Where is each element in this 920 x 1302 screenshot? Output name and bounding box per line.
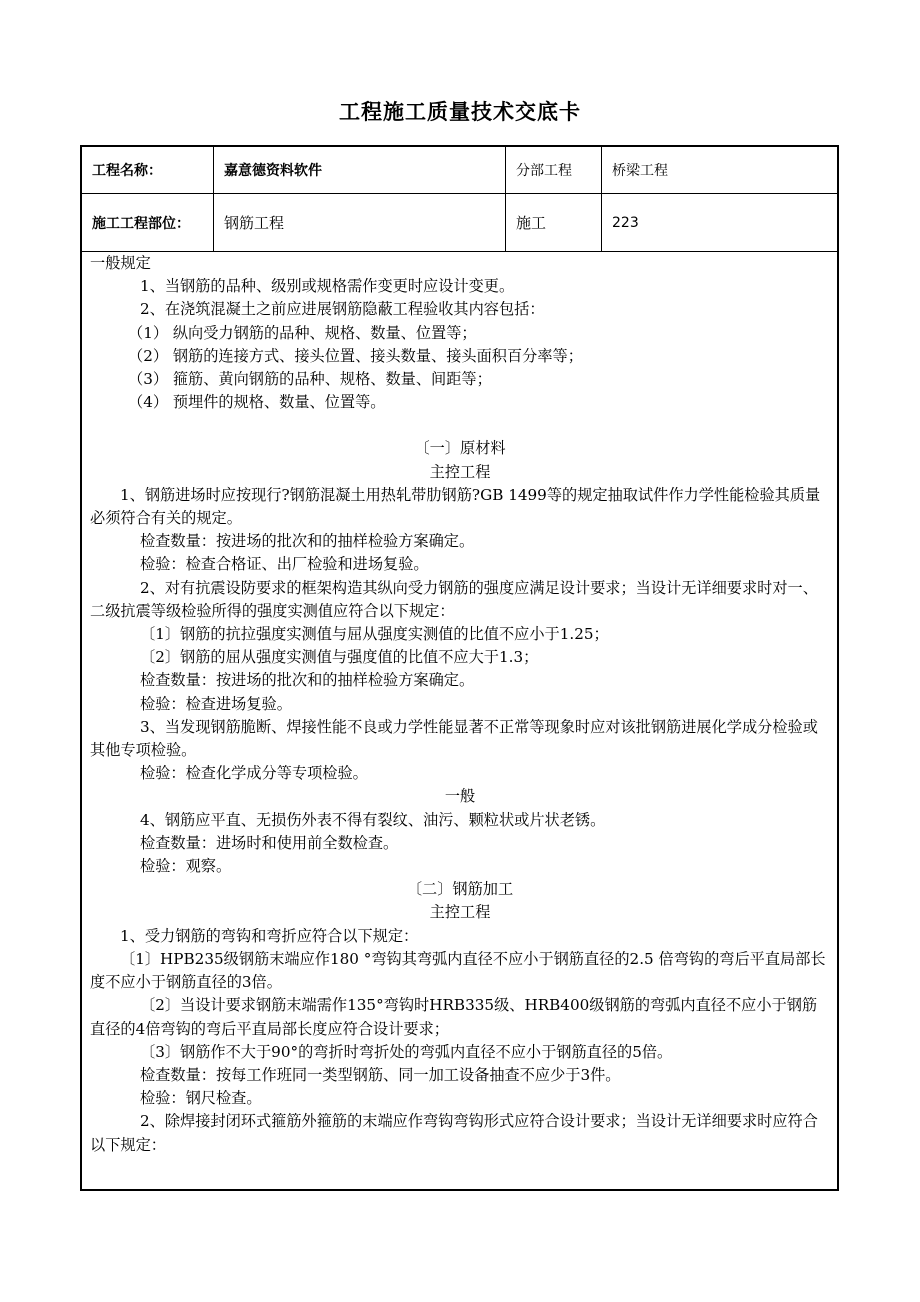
general-item-2: 2、在浇筑混凝土之前应进展钢筋隐蔽工程验收其内容包括： bbox=[140, 300, 545, 319]
general-item-1: 1、当钢筋的品种、级别或规格需作变更时应设计变更。 bbox=[140, 277, 515, 296]
inspection-item: （4） 预埋件的规格、数量、位置等。 bbox=[128, 393, 386, 412]
inspection-item: （3） 箍筋、黄向钢筋的品种、规格、数量、间距等； bbox=[128, 370, 492, 389]
s1-general-heading: 一般 bbox=[444, 787, 476, 806]
page-title: 工程施工质量技术交底卡 bbox=[339, 100, 581, 124]
section-1-subtitle: 主控工程 bbox=[429, 462, 491, 481]
s2-clause-1-check: 检验：钢尺检查。 bbox=[140, 1089, 262, 1108]
sub-project-label: 分部工程 bbox=[506, 147, 602, 193]
general-heading: 一般规定 bbox=[90, 254, 151, 272]
header-row-location bbox=[82, 194, 837, 252]
s1-clause-3-check: 检验：检查化学成分等专项检验。 bbox=[140, 764, 368, 783]
s2-clause-1-quantity: 检查数量：按每工作班同一类型钢筋、同一加工设备抽查不应少于3件。 bbox=[140, 1065, 621, 1084]
construction-part-value: 钢筋工程 bbox=[214, 194, 506, 251]
construction-value: 223 bbox=[612, 214, 639, 231]
s1-clause-2-b: 〔2〕钢筋的屈从强度实测值与强度值的比值不应大于1.3； bbox=[140, 648, 539, 667]
section-2-title: 〔二〕钢筋加工 bbox=[406, 880, 514, 899]
header-row-project bbox=[82, 147, 837, 194]
section-2-subtitle: 主控工程 bbox=[429, 903, 491, 922]
s2-clause-1-a: 〔1〕HPB235级钢筋末端应作180 °弯钩其弯弧内直径不应小于钢筋直径的2.5 倍弯钩的弯后平直局部长度不应小于钢筋直径的3倍。 bbox=[90, 949, 826, 992]
project-name-value: 嘉意德资料软件 bbox=[214, 147, 506, 193]
s2-clause-1-c: 〔3〕钢筋作不大于90°的弯折时弯折处的弯弧内直径不应小于钢筋直径的5倍。 bbox=[140, 1042, 673, 1061]
inspection-item: （2） 钢筋的连接方式、接头位置、接头数量、接头面积百分率等； bbox=[128, 346, 583, 365]
construction-part-label: 施工工程部位： bbox=[82, 194, 214, 251]
s1-clause-2-a: 〔1〕钢筋的抗拉强度实测值与屈从强度实测值的比值不应小于1.25； bbox=[140, 625, 609, 644]
s1-clause-3: 3、当发现钢筋脆断、焊接性能不良或力学性能显著不正常等现象时应对该批钢筋进展化学成分检验或其他专项检验。 bbox=[90, 717, 818, 760]
s1-clause-1-quantity: 检查数量：按进场的批次和的抽样检验方案确定。 bbox=[140, 532, 475, 551]
s2-clause-1: 1、受力钢筋的弯钩和弯折应符合以下规定： bbox=[120, 926, 419, 945]
construction-label: 施工 bbox=[506, 194, 602, 251]
s1-clause-4: 4、钢筋应平直、无损伤外表不得有裂纹、油污、颗粒状或片状老锈。 bbox=[140, 810, 606, 829]
s2-clause-1-b: 〔2〕当设计要求钢筋末端需作135°弯钩时HRB335级、HRB400级钢筋的弯弧内直径不应小于钢筋直径的4倍弯钩的弯后平直局部长度应符合设计要求； bbox=[90, 996, 818, 1038]
disclosure-content bbox=[82, 252, 837, 1157]
s1-clause-1: 1、钢筋进场时应按现行?钢筋混凝土用热轧带肋钢筋?GB 1499等的规定抽取试件作力学性能检验其质量必须符合有关的规定。 bbox=[90, 485, 821, 528]
inspection-item: （1） 纵向受力钢筋的品种、规格、数量、位置等； bbox=[128, 323, 477, 342]
s1-clause-1-check: 检验：检查合格证、出厂检验和进场复验。 bbox=[140, 555, 429, 574]
s2-clause-2: 2、除焊接封闭环式箍筋外箍筋的末端应作弯钩弯钩形式应符合设计要求；当设计无详细要求时应符合以下规定： bbox=[90, 1112, 818, 1154]
project-name-label: 工程名称： bbox=[82, 147, 214, 193]
s1-clause-2: 2、对有抗震设防要求的框架构造其纵向受力钢筋的强度应满足设计要求；当设计无详细要求时对一、二级抗震等级检验所得的强度实测值应符合以下规定： bbox=[90, 578, 818, 620]
s1-clause-4-check: 检验：观察。 bbox=[140, 857, 232, 876]
s1-clause-4-quantity: 检查数量：进场时和使用前全数检查。 bbox=[140, 833, 399, 852]
s1-clause-2-quantity: 检查数量：按进场的批次和的抽样检验方案确定。 bbox=[140, 671, 475, 690]
s1-clause-2-check: 检验：检查进场复验。 bbox=[140, 694, 292, 713]
sub-project-value: 桥梁工程 bbox=[612, 163, 668, 179]
section-1-title: 〔一〕原材料 bbox=[414, 439, 506, 458]
disclosure-card-table bbox=[80, 145, 839, 1191]
